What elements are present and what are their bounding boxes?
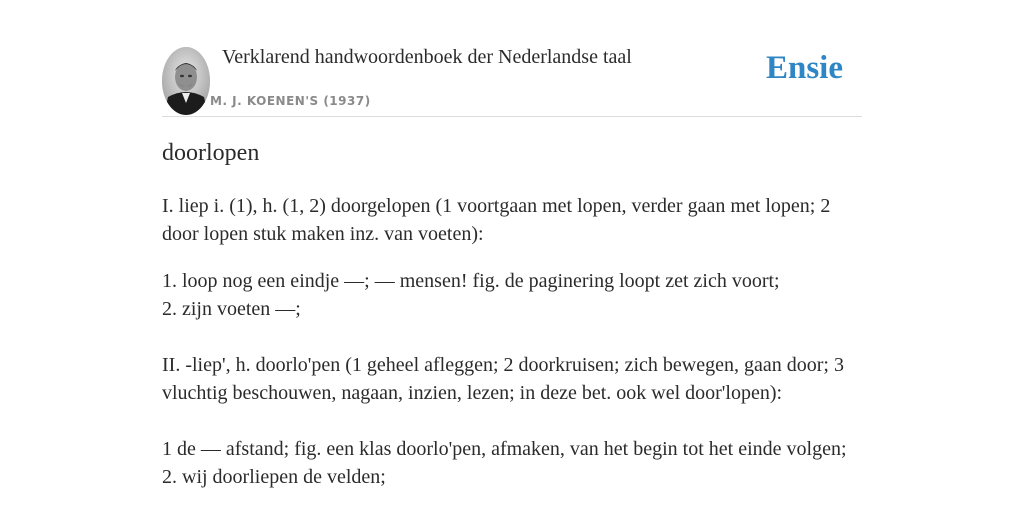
author-portrait-icon [162,47,210,115]
site-header [162,44,862,117]
entry-headword: doorlopen [162,140,260,166]
ensie-logo-link[interactable]: Ensie [765,50,843,86]
entry-definition [162,192,867,491]
definition-line: 2. zijn voeten —; [162,298,301,320]
definition-line: 1. loop nog een eindje —; — mensen! fig. de paginering loopt zet zich voort; [162,270,780,292]
definition-line: 2. wij doorliepen de velden; [162,466,386,488]
book-title[interactable]: Verklarend handwoordenboek der Nederlandse taal [222,46,632,68]
definition-line: 1 de — afstand; fig. een klas doorlo'pen, afmaken, van het begin tot het einde volgen; [162,438,847,460]
author-label: M. J. KOENEN'S (1937) [210,94,371,108]
definition-line: II. -liep', h. doorlo'pen (1 geheel afleggen; 2 doorkruisen; zich bewegen, gaan door; 3 vluchtig beschouwen, nagaan, inzien, lezen; in deze bet. ook wel door'lopen): [162,354,844,404]
definition-line: I. liep i. (1), h. (1, 2) doorgelopen (1 voortgaan met lopen, verder gaan met lopen; 2 door lopen stuk maken inz. van voeten): [162,195,831,245]
